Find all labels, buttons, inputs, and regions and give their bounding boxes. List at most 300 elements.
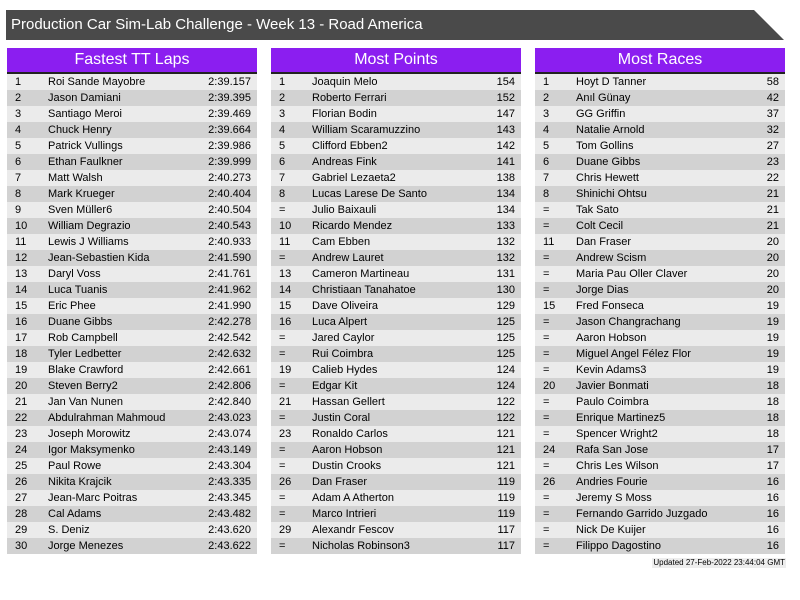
table-row [7,426,257,442]
value-cell: 19 [766,316,779,328]
rank-cell: = [543,220,550,232]
value-cell: 16 [766,476,779,488]
driver-name-cell: Jean-Sebastien Kida [48,252,150,264]
driver-name-cell: Tom Gollins [576,140,634,152]
rank-cell: 6 [279,156,286,168]
panel-title: Most Races [535,48,785,74]
value-cell: 125 [496,316,515,328]
value-cell: 2:40.273 [208,172,251,184]
value-cell: 2:41.761 [208,268,251,280]
value-cell: 16 [766,508,779,520]
rank-cell: = [543,364,550,376]
value-cell: 134 [496,188,515,200]
rank-cell: = [279,508,286,520]
page-banner [6,10,784,40]
updated-timestamp: Updated 27-Feb-2022 23:44:04 GMT [653,558,785,567]
rank-cell: = [543,204,550,216]
driver-name-cell: Daryl Voss [48,268,101,280]
table-row [535,474,785,490]
table-row [535,346,785,362]
table-row [7,506,257,522]
table-row [7,410,257,426]
driver-name-cell: Dustin Crooks [312,460,382,472]
table-row [271,202,521,218]
driver-name-cell: Joseph Morowitz [48,428,131,440]
table-row [535,122,785,138]
value-cell: 2:42.632 [208,348,251,360]
table-row [271,346,521,362]
rank-cell: 1 [543,76,550,88]
rank-cell: = [543,508,550,520]
value-cell: 147 [496,108,515,120]
value-cell: 2:43.482 [208,508,251,520]
rank-cell: 5 [279,140,286,152]
value-cell: 17 [766,460,779,472]
value-cell: 2:42.661 [208,364,251,376]
value-cell: 141 [496,156,515,168]
driver-name-cell: Dave Oliveira [312,300,379,312]
rank-cell: 14 [279,284,292,296]
value-cell: 20 [766,268,779,280]
table-row [271,410,521,426]
driver-name-cell: Eric Phee [48,300,96,312]
rank-cell: 13 [279,268,292,280]
table-row [535,522,785,538]
driver-name-cell: Jason Damiani [48,92,121,104]
table-row [7,90,257,106]
value-cell: 37 [766,108,779,120]
rank-cell: 3 [279,108,286,120]
driver-name-cell: Mark Krueger [48,188,115,200]
value-cell: 119 [497,492,515,504]
rank-cell: = [543,540,550,552]
rank-cell: 1 [279,76,286,88]
rank-cell: = [543,396,550,408]
driver-name-cell: Santiago Meroi [48,108,122,120]
driver-name-cell: Spencer Wright2 [576,428,658,440]
rank-cell: = [543,524,550,536]
value-cell: 19 [766,364,779,376]
rank-cell: 8 [15,188,22,200]
value-cell: 2:40.543 [208,220,251,232]
rank-cell: 8 [279,188,286,200]
driver-name-cell: Luca Tuanis [48,284,108,296]
driver-name-cell: Andreas Fink [312,156,377,168]
rank-cell: 16 [15,316,28,328]
driver-name-cell: Gabriel Lezaeta2 [312,172,396,184]
table-row [535,330,785,346]
rank-cell: = [279,332,286,344]
value-cell: 132 [496,252,515,264]
table-row [271,394,521,410]
value-cell: 2:41.990 [208,300,251,312]
value-cell: 119 [497,476,515,488]
driver-name-cell: Lewis J Williams [48,236,129,248]
value-cell: 130 [496,284,515,296]
table-row [271,250,521,266]
rank-cell: 13 [15,268,28,280]
driver-name-cell: Jorge Dias [576,284,629,296]
rank-cell: 4 [15,124,22,136]
table-row [535,170,785,186]
driver-name-cell: Nick De Kuijer [576,524,646,536]
table-row [271,122,521,138]
table-row [7,106,257,122]
value-cell: 2:43.304 [208,460,251,472]
value-cell: 20 [766,284,779,296]
rank-cell: 6 [15,156,22,168]
value-cell: 22 [766,172,779,184]
driver-name-cell: Fernando Garrido Juzgado [576,508,708,520]
driver-name-cell: Blake Crawford [48,364,124,376]
value-cell: 58 [766,76,779,88]
table-row [7,442,257,458]
driver-name-cell: Natalie Arnold [576,124,645,136]
value-cell: 121 [496,428,515,440]
value-cell: 125 [496,348,515,360]
rank-cell: 4 [543,124,550,136]
rank-cell: 25 [15,460,28,472]
table-row [271,154,521,170]
driver-name-cell: Hoyt D Tanner [576,76,647,88]
standings-list [271,74,521,554]
table-row [535,234,785,250]
driver-name-cell: Maria Pau Oller Claver [576,268,688,280]
driver-name-cell: Shinichi Ohtsu [576,188,647,200]
table-row [535,90,785,106]
rank-cell: 26 [15,476,28,488]
rank-cell: 10 [279,220,292,232]
table-row [7,74,257,90]
rank-cell: = [543,428,550,440]
rank-cell: 21 [15,396,28,408]
rank-cell: 23 [279,428,292,440]
table-row [535,218,785,234]
table-row [535,138,785,154]
rank-cell: = [279,348,286,360]
driver-name-cell: Andrew Lauret [312,252,384,264]
driver-name-cell: Florian Bodin [312,108,377,120]
driver-name-cell: Roberto Ferrari [312,92,387,104]
driver-name-cell: Matt Walsh [48,172,103,184]
driver-name-cell: Dan Fraser [312,476,368,488]
table-row [535,74,785,90]
table-row [271,314,521,330]
most-points-panel [271,48,521,554]
rank-cell: = [543,492,550,504]
table-row [271,138,521,154]
value-cell: 2:39.999 [208,156,251,168]
driver-name-cell: Jeremy S Moss [576,492,652,504]
driver-name-cell: Andrew Scism [576,252,647,264]
driver-name-cell: Duane Gibbs [48,316,113,328]
driver-name-cell: Filippo Dagostino [576,540,661,552]
rank-cell: 3 [15,108,22,120]
driver-name-cell: Igor Maksymenko [48,444,135,456]
table-row [535,266,785,282]
rank-cell: 26 [543,476,556,488]
table-row [271,282,521,298]
driver-name-cell: Ethan Faulkner [48,156,123,168]
table-row [271,218,521,234]
driver-name-cell: Christiaan Tanahatoe [312,284,416,296]
driver-name-cell: Lucas Larese De Santo [312,188,427,200]
table-row [535,106,785,122]
rank-cell: = [543,268,550,280]
driver-name-cell: Chris Les Wilson [576,460,659,472]
value-cell: 129 [496,300,515,312]
rank-cell: = [543,284,550,296]
driver-name-cell: Justin Coral [312,412,371,424]
rank-cell: 10 [15,220,28,232]
driver-name-cell: Alexandr Fescov [312,524,394,536]
value-cell: 2:43.620 [208,524,251,536]
table-row [271,90,521,106]
value-cell: 142 [496,140,515,152]
table-row [7,490,257,506]
table-row [535,186,785,202]
rank-cell: 24 [543,444,556,456]
driver-name-cell: Cal Adams [48,508,102,520]
driver-name-cell: Joaquin Melo [312,76,378,88]
rank-cell: 28 [15,508,28,520]
value-cell: 2:40.933 [208,236,251,248]
driver-name-cell: Miguel Angel Félez Flor [576,348,691,360]
driver-name-cell: Andries Fourie [576,476,648,488]
value-cell: 2:39.469 [208,108,251,120]
page-title: Production Car Sim-Lab Challenge - Week 13 - Road America [11,16,423,33]
table-row [271,538,521,554]
table-row [271,458,521,474]
driver-name-cell: Aaron Hobson [576,332,647,344]
driver-name-cell: Jared Caylor [312,332,375,344]
value-cell: 2:39.395 [208,92,251,104]
driver-name-cell: Clifford Ebben2 [312,140,388,152]
table-row [7,186,257,202]
driver-name-cell: Nicholas Robinson3 [312,540,410,552]
rank-cell: 17 [15,332,28,344]
rank-cell: 15 [15,300,28,312]
rank-cell: 7 [15,172,22,184]
rank-cell: = [279,540,286,552]
value-cell: 2:43.335 [208,476,251,488]
rank-cell: 22 [15,412,28,424]
rank-cell: 24 [15,444,28,456]
table-row [7,282,257,298]
value-cell: 124 [496,380,515,392]
value-cell: 19 [766,300,779,312]
value-cell: 2:43.149 [208,444,251,456]
table-row [7,330,257,346]
value-cell: 134 [496,204,515,216]
rank-cell: = [279,380,286,392]
rank-cell: = [543,316,550,328]
driver-name-cell: Rob Campbell [48,332,118,344]
rank-cell: 14 [15,284,28,296]
driver-name-cell: Jorge Menezes [48,540,124,552]
rank-cell: 19 [15,364,28,376]
driver-name-cell: Hassan Gellert [312,396,385,408]
value-cell: 2:42.840 [208,396,251,408]
value-cell: 121 [496,460,515,472]
value-cell: 16 [766,540,779,552]
value-cell: 124 [496,364,515,376]
rank-cell: 8 [543,188,550,200]
value-cell: 18 [766,396,779,408]
value-cell: 154 [496,76,515,88]
rank-cell: 11 [543,236,555,248]
driver-name-cell: Calieb Hydes [312,364,378,376]
panel-title: Fastest TT Laps [7,48,257,74]
rank-cell: 12 [15,252,28,264]
rank-cell: 20 [15,380,28,392]
rank-cell: 7 [543,172,550,184]
driver-name-cell: Dan Fraser [576,236,632,248]
table-row [535,154,785,170]
value-cell: 143 [496,124,515,136]
table-row [7,250,257,266]
table-row [535,394,785,410]
value-cell: 18 [766,380,779,392]
table-row [7,458,257,474]
driver-name-cell: Julio Baixauli [312,204,377,216]
value-cell: 121 [496,444,515,456]
value-cell: 2:40.504 [208,204,251,216]
standings-list [535,74,785,554]
rank-cell: = [543,252,550,264]
table-row [535,378,785,394]
table-row [535,298,785,314]
value-cell: 2:43.345 [208,492,251,504]
table-row [535,506,785,522]
rank-cell: 5 [543,140,550,152]
value-cell: 2:41.590 [208,252,251,264]
panel-title: Most Points [271,48,521,74]
table-row [271,506,521,522]
driver-name-cell: Edgar Kit [312,380,358,392]
driver-name-cell: Rui Coimbra [312,348,374,360]
rank-cell: 11 [279,236,291,248]
value-cell: 132 [496,236,515,248]
rank-cell: 20 [543,380,556,392]
table-row [271,522,521,538]
driver-name-cell: Tyler Ledbetter [48,348,122,360]
rank-cell: = [279,204,286,216]
value-cell: 117 [497,540,515,552]
driver-name-cell: Duane Gibbs [576,156,641,168]
rank-cell: 26 [279,476,292,488]
rank-cell: 11 [15,236,27,248]
table-row [271,266,521,282]
table-row [271,170,521,186]
rank-cell: 2 [279,92,286,104]
driver-name-cell: Paulo Coimbra [576,396,649,408]
table-row [271,474,521,490]
driver-name-cell: S. Deniz [48,524,90,536]
driver-name-cell: Jean-Marc Poitras [48,492,138,504]
value-cell: 2:42.806 [208,380,251,392]
rank-cell: 30 [15,540,28,552]
driver-name-cell: Tak Sato [576,204,619,216]
driver-name-cell: Adam A Atherton [312,492,394,504]
table-row [271,106,521,122]
table-row [535,442,785,458]
value-cell: 21 [766,204,779,216]
rank-cell: 19 [279,364,292,376]
driver-name-cell: GG Griffin [576,108,626,120]
rank-cell: 2 [15,92,22,104]
table-row [271,442,521,458]
table-row [7,170,257,186]
rank-cell: 7 [279,172,286,184]
table-row [535,202,785,218]
value-cell: 2:42.542 [208,332,251,344]
value-cell: 2:43.622 [208,540,251,552]
driver-name-cell: Ricardo Mendez [312,220,393,232]
driver-name-cell: Jason Changrachang [576,316,681,328]
driver-name-cell: Colt Cecil [576,220,624,232]
value-cell: 16 [766,492,779,504]
rank-cell: 21 [279,396,292,408]
value-cell: 2:39.157 [208,76,251,88]
value-cell: 42 [766,92,779,104]
value-cell: 2:39.664 [208,124,251,136]
rank-cell: = [543,332,550,344]
driver-name-cell: Steven Berry2 [48,380,118,392]
table-row [271,378,521,394]
value-cell: 2:40.404 [208,188,251,200]
table-row [535,282,785,298]
rank-cell: 1 [15,76,22,88]
rank-cell: = [543,412,550,424]
table-row [7,314,257,330]
driver-name-cell: Sven Müller6 [48,204,113,216]
driver-name-cell: Javier Bonmati [576,380,649,392]
rank-cell: = [279,460,286,472]
value-cell: 2:43.074 [208,428,251,440]
driver-name-cell: Ronaldo Carlos [312,428,388,440]
rank-cell: 5 [15,140,22,152]
table-row [535,250,785,266]
table-row [535,458,785,474]
driver-name-cell: Marco Intrieri [312,508,377,520]
rank-cell: 6 [543,156,550,168]
table-row [271,234,521,250]
table-row [7,298,257,314]
value-cell: 20 [766,236,779,248]
rank-cell: = [279,444,286,456]
value-cell: 138 [496,172,515,184]
value-cell: 19 [766,332,779,344]
table-row [535,538,785,554]
table-row [271,330,521,346]
value-cell: 2:39.986 [208,140,251,152]
rank-cell: = [279,492,286,504]
driver-name-cell: Kevin Adams3 [576,364,647,376]
driver-name-cell: Cameron Martineau [312,268,410,280]
value-cell: 122 [496,412,515,424]
rank-cell: 15 [543,300,556,312]
table-row [7,218,257,234]
driver-name-cell: Chris Hewett [576,172,639,184]
rank-cell: 27 [15,492,28,504]
driver-name-cell: Nikita Krajcik [48,476,112,488]
driver-name-cell: Paul Rowe [48,460,102,472]
value-cell: 125 [496,332,515,344]
table-row [7,394,257,410]
rank-cell: 4 [279,124,286,136]
driver-name-cell: Patrick Vullings [48,140,123,152]
